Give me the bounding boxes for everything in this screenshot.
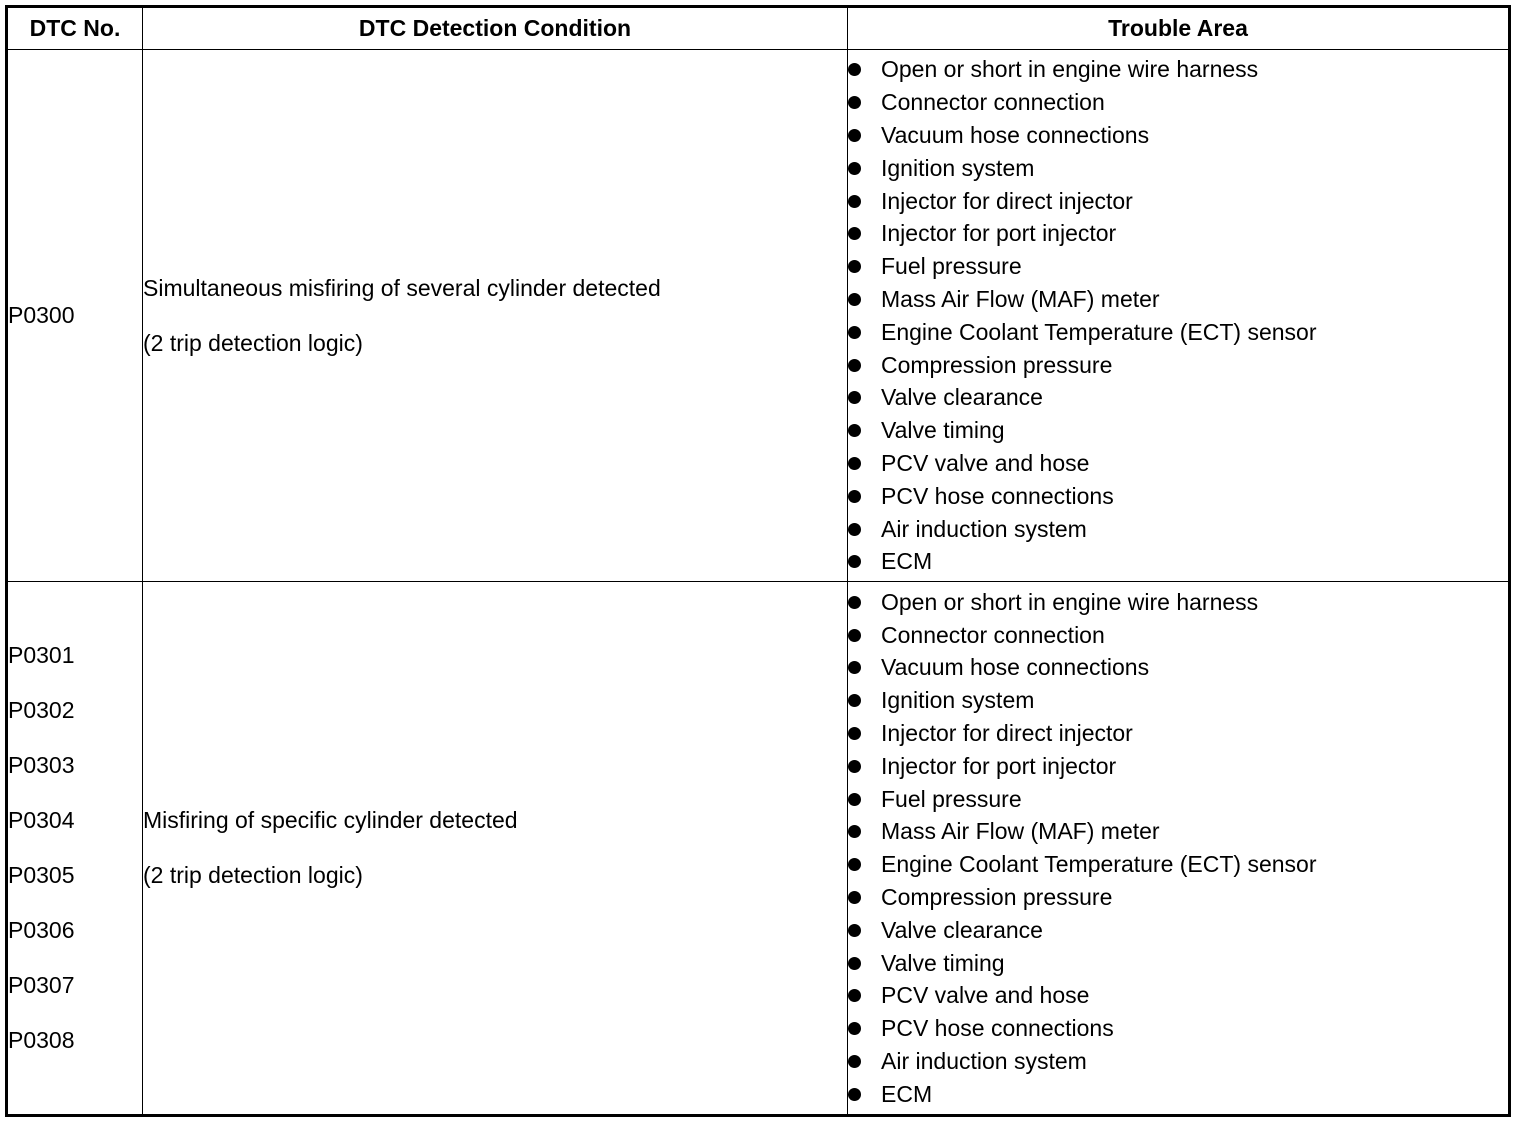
trouble-area-text: Injector for port injector (881, 220, 1117, 247)
bullet-icon (848, 760, 861, 773)
dtc-code: P0308 (8, 1027, 75, 1054)
trouble-area-text: Valve timing (881, 417, 1005, 444)
bullet-icon (848, 825, 861, 838)
list-item (848, 750, 1508, 783)
list-item (848, 53, 1508, 86)
bullet-icon (848, 957, 861, 970)
bullet-icon (848, 293, 861, 306)
trouble-area-text: PCV valve and hose (881, 982, 1090, 1009)
bullet-icon (848, 424, 861, 437)
dtc-code: P0300 (8, 302, 75, 329)
list-item (848, 1045, 1508, 1078)
trouble-area-text: Vacuum hose connections (881, 121, 1150, 148)
bullet-icon (848, 596, 861, 609)
bullet-icon (848, 391, 861, 404)
bullet-icon (848, 96, 861, 109)
trouble-area-text: PCV hose connections (881, 482, 1114, 509)
bullet-icon (848, 326, 861, 339)
dtc-code: P0302 (8, 697, 75, 724)
list-item (848, 914, 1508, 947)
bullet-icon (848, 457, 861, 470)
trouble-area-text: Connector connection (881, 89, 1105, 116)
dtc-table (5, 5, 1511, 1117)
header-trouble-area: Trouble Area (848, 7, 1510, 50)
trouble-area-text: Air induction system (881, 1048, 1087, 1075)
header-detection-condition: DTC Detection Condition (143, 7, 848, 50)
bullet-icon (848, 661, 861, 674)
dtc-code: P0306 (8, 917, 75, 944)
list-item (848, 1012, 1508, 1045)
bullet-icon (848, 694, 861, 707)
list-item (848, 152, 1508, 185)
trouble-area-text: Ignition system (881, 687, 1035, 714)
bullet-icon (848, 359, 861, 372)
bullet-icon (848, 162, 861, 175)
dtc-code: P0304 (8, 807, 75, 834)
list-item (848, 381, 1508, 414)
trouble-area-text: Connector connection (881, 621, 1105, 648)
trouble-area-list (848, 586, 1508, 1111)
table-row (7, 582, 1510, 1116)
trouble-area-text: Mass Air Flow (MAF) meter (881, 818, 1160, 845)
trouble-area-text: Valve clearance (881, 384, 1043, 411)
list-item (848, 979, 1508, 1012)
detection-condition-cell (143, 50, 848, 582)
list-item (848, 545, 1508, 578)
bullet-icon (848, 490, 861, 503)
bullet-icon (848, 1022, 861, 1035)
trouble-area-text: PCV hose connections (881, 1015, 1114, 1042)
dtc-code: P0301 (8, 642, 75, 669)
bullet-icon (848, 1088, 861, 1101)
header-row (7, 7, 1510, 50)
trouble-area-cell (848, 582, 1510, 1116)
bullet-icon (848, 891, 861, 904)
trouble-area-text: Mass Air Flow (MAF) meter (881, 285, 1160, 312)
detection-condition-line: (2 trip detection logic) (143, 862, 363, 889)
list-item (848, 586, 1508, 619)
list-item (848, 513, 1508, 546)
detection-condition-line: (2 trip detection logic) (143, 329, 363, 356)
list-item (848, 1078, 1508, 1111)
trouble-area-text: Fuel pressure (881, 785, 1022, 812)
bullet-icon (848, 727, 861, 740)
bullet-icon (848, 129, 861, 142)
trouble-area-text: Open or short in engine wire harness (881, 588, 1259, 615)
dtc-code: P0307 (8, 972, 75, 999)
header-dtc-no: DTC No. (7, 7, 143, 50)
list-item (848, 119, 1508, 152)
list-item (848, 783, 1508, 816)
trouble-area-text: Open or short in engine wire harness (881, 56, 1259, 83)
list-item (848, 217, 1508, 250)
trouble-area-text: Ignition system (881, 154, 1035, 181)
dtc-code-cell (7, 50, 143, 582)
trouble-area-text: ECM (881, 1080, 933, 1107)
list-item (848, 717, 1508, 750)
list-item (848, 414, 1508, 447)
dtc-code: P0303 (8, 752, 75, 779)
list-item (848, 815, 1508, 848)
list-item (848, 848, 1508, 881)
bullet-icon (848, 227, 861, 240)
trouble-area-text: Valve clearance (881, 916, 1043, 943)
trouble-area-text: Injector for direct injector (881, 720, 1133, 747)
trouble-area-text: PCV valve and hose (881, 449, 1090, 476)
detection-condition-line: Simultaneous misfiring of several cylinder detected (143, 274, 661, 301)
trouble-area-text: Fuel pressure (881, 253, 1022, 280)
table-row (7, 50, 1510, 582)
list-item (848, 283, 1508, 316)
list-item (848, 947, 1508, 980)
list-item (848, 349, 1508, 382)
bullet-icon (848, 260, 861, 273)
bullet-icon (848, 63, 861, 76)
trouble-area-cell (848, 50, 1510, 582)
bullet-icon (848, 858, 861, 871)
bullet-icon (848, 989, 861, 1002)
trouble-area-text: ECM (881, 548, 933, 575)
list-item (848, 684, 1508, 717)
list-item (848, 447, 1508, 480)
trouble-area-text: Air induction system (881, 515, 1087, 542)
bullet-icon (848, 195, 861, 208)
trouble-area-text: Engine Coolant Temperature (ECT) sensor (881, 318, 1317, 345)
trouble-area-list (848, 53, 1508, 578)
list-item (848, 185, 1508, 218)
list-item (848, 86, 1508, 119)
list-item (848, 881, 1508, 914)
bullet-icon (848, 1055, 861, 1068)
list-item (848, 651, 1508, 684)
trouble-area-text: Compression pressure (881, 884, 1113, 911)
detection-condition-line: Misfiring of specific cylinder detected (143, 807, 518, 834)
bullet-icon (848, 924, 861, 937)
bullet-icon (848, 555, 861, 568)
dtc-code-cell (7, 582, 143, 1116)
list-item (848, 619, 1508, 652)
trouble-area-text: Engine Coolant Temperature (ECT) sensor (881, 851, 1317, 878)
dtc-code: P0305 (8, 862, 75, 889)
list-item (848, 480, 1508, 513)
trouble-area-text: Injector for direct injector (881, 187, 1133, 214)
trouble-area-text: Valve timing (881, 949, 1005, 976)
bullet-icon (848, 629, 861, 642)
list-item (848, 316, 1508, 349)
list-item (848, 250, 1508, 283)
trouble-area-text: Vacuum hose connections (881, 654, 1150, 681)
bullet-icon (848, 523, 861, 536)
detection-condition-cell (143, 582, 848, 1116)
trouble-area-text: Injector for port injector (881, 752, 1117, 779)
trouble-area-text: Compression pressure (881, 351, 1113, 378)
bullet-icon (848, 793, 861, 806)
